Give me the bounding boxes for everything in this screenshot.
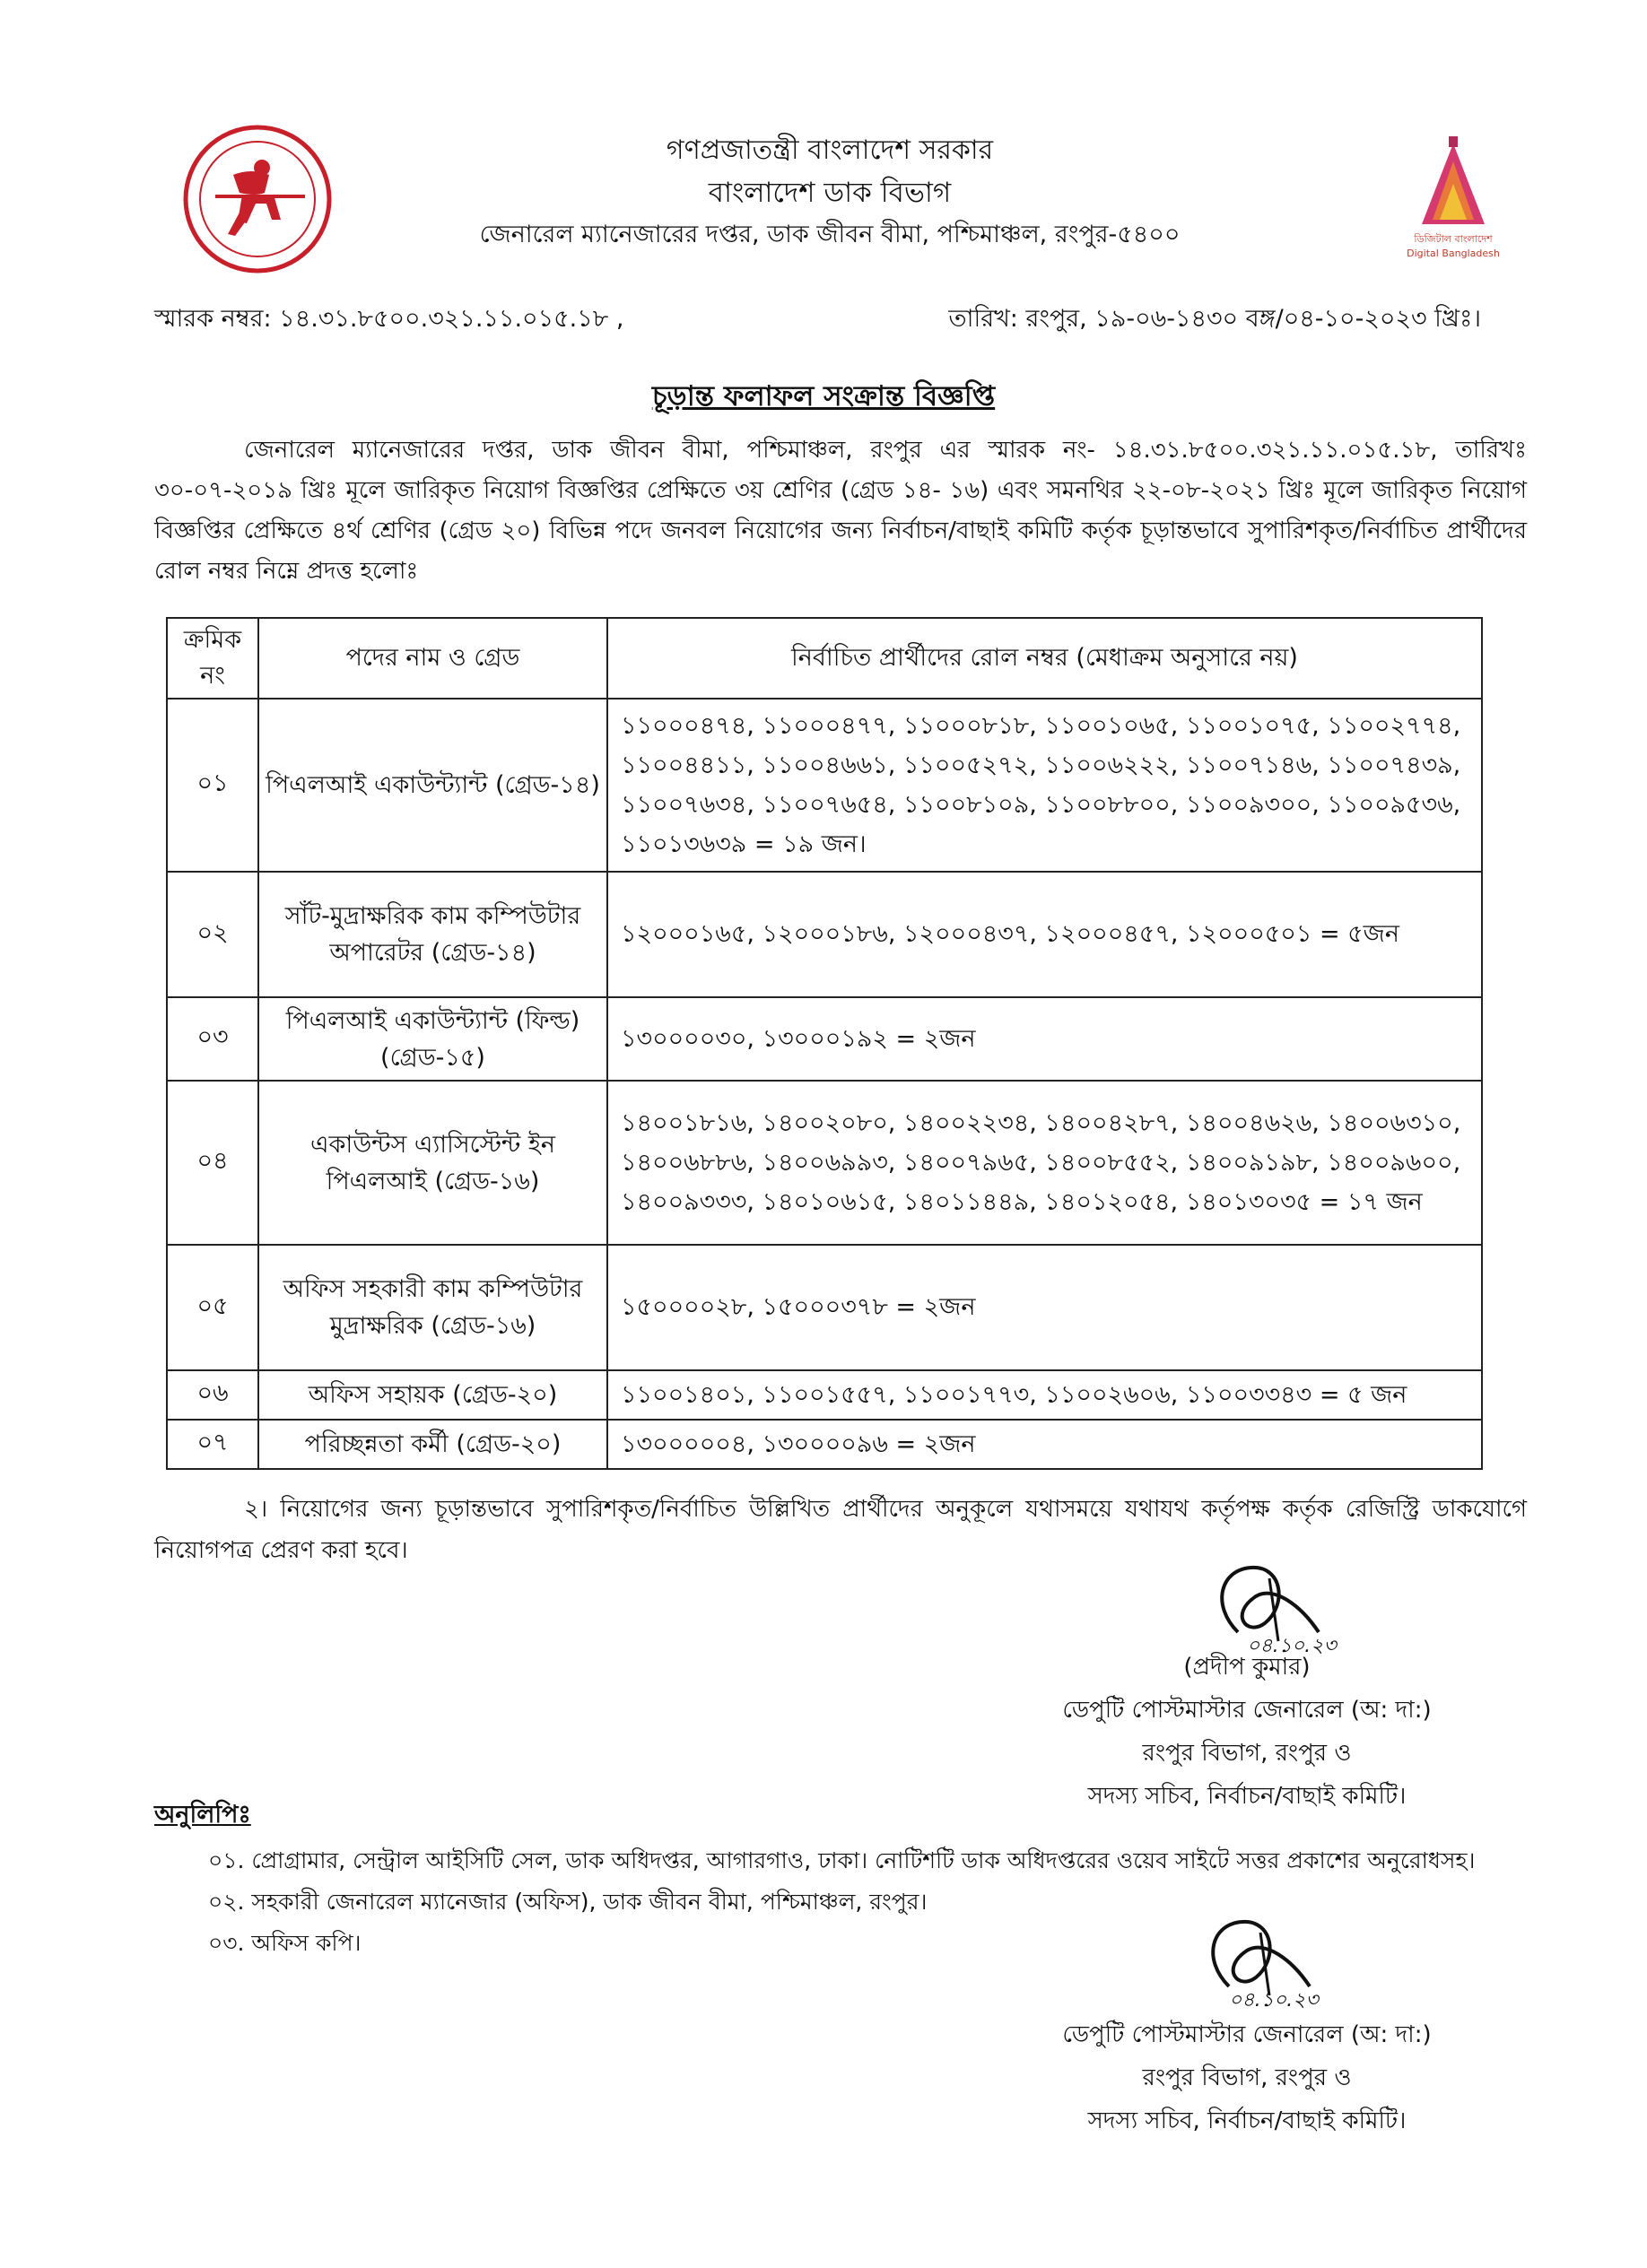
table-row <box>167 1081 1482 1245</box>
table-row <box>167 997 1482 1081</box>
issue-date: তারিখ: রংপুর, ১৯-০৬-১৪৩০ বঙ্গ/০৪-১০-২০২৩ খ্রিঃ। <box>948 305 1481 333</box>
row-post: অফিস সহায়ক (গ্রেড-২০) <box>258 1370 607 1420</box>
signature-1-date: ০৪.১০.২৩ <box>1247 1635 1337 1657</box>
table-row <box>167 1245 1482 1370</box>
row-rolls: ১১০০০৪৭৪, ১১০০০৪৭৭, ১১০০০৮১৮, ১১০০১০৬৫, ১১০০১০৭৫, ১১০০২৭৭৪, ১১০০৪৪১১, ১১০০৪৬৬১, ১১০০৫২৭২, ১১০০৬২২২, ১১০০৭১৪৬, ১১০০৭৪৩৯, ১১০০৭৬৩৪, ১১০০৭৬৫৪, ১১০০৮১০৯, ১১০০৮৮০০, ১১০০৯৩০০, ১১০০৯৫৩৬, ১১০১৩৬৩৯ = ১৯ জন। <box>607 699 1482 872</box>
signature-block-2 <box>1014 2013 1480 2142</box>
signature-1-scrawl <box>1184 1551 1364 1659</box>
header-serial: ক্রমিক নং <box>167 618 258 699</box>
copy-item: ০২. সহকারী জেনারেল ম্যানেজার (অফিস), ডাক জীবন বীমা, পশ্চিমাঞ্চল, রংপুর। <box>208 1889 928 1915</box>
row-rolls: ১১০০১৪০১, ১১০০১৫৫৭, ১১০০১৭৭৩, ১১০০২৬০৬, ১১০০৩৩৪৩ = ৫ জন <box>607 1370 1482 1420</box>
memo-number: স্মারক নম্বর: ১৪.৩১.৮৫০০.৩২১.১১.০১৫.১৮ , <box>154 305 624 333</box>
signatory-designation: ডেপুটি পোস্টমাস্টার জেনারেল (অ: দা:) <box>1062 1697 1432 1724</box>
department-name: বাংলাদেশ ডাক বিভাগ <box>708 177 952 209</box>
digital-bangladesh-logo <box>1377 135 1529 265</box>
copy-item: ০১. প্রোগ্রামার, সেন্ট্রাল আইসিটি সেল, ডাক অধিদপ্তর, আগারগাও, ঢাকা। নোটিশটি ডাক অধিদপ্তরের ওয়েব সাইটে সত্তর প্রকাশের অনুরোধসহ। <box>208 1847 1476 1873</box>
bangladesh-post-logo <box>179 121 336 278</box>
intro-paragraph <box>154 430 1527 592</box>
header-rolls: নির্বাচিত প্রার্থীদের রোল নম্বর (মেধাক্রম অনুসারে নয়) <box>607 618 1482 699</box>
row-rolls: ১৩০০০০০৪, ১৩০০০০৯৬ = ২জন <box>607 1420 1482 1469</box>
signature-2-scrawl <box>1175 1906 1355 2013</box>
signatory-role: সদস্য সচিব, নির্বাচন/বাছাই কমিটি। <box>1087 1783 1407 1810</box>
signatory-division: রংপুর বিভাগ, রংপুর ও <box>1142 1740 1352 1767</box>
paragraph-2-text: ২। নিয়োগের জন্য চূড়ান্তভাবে সুপারিশকৃত/নির্বাচিত উল্লিখিত প্রার্থীদের অনুকূলে যথাসময়ে যথাযথ কর্তৃপক্ষ কর্তৃক রেজিস্ট্রি ডাকযোগে নিয়োগপত্র প্রেরণ করা হবে। <box>154 1496 1527 1564</box>
row-post: পিএলআই একাউন্ট্যান্ট (গ্রেড-১৪) <box>258 699 607 872</box>
table-row <box>167 1370 1482 1420</box>
letterhead <box>404 130 1256 256</box>
row-post: পিএলআই একাউন্ট্যান্ট (ফিল্ড) (গ্রেড-১৫) <box>258 997 607 1081</box>
row-post: অফিস সহকারী কাম কম্পিউটার মুদ্রাক্ষরিক (গ্রেড-১৬) <box>258 1245 607 1370</box>
row-rolls: ১৪০০১৮১৬, ১৪০০২০৮০, ১৪০০২২৩৪, ১৪০০৪২৮৭, ১৪০০৪৬২৬, ১৪০০৬৩১০, ১৪০০৬৮৮৬, ১৪০০৬৯৯৩, ১৪০০৭৯৬৫, ১৪০০৮৫৫২, ১৪০০৯১৯৮, ১৪০০৯৬০০, ১৪০০৯৩৩৩, ১৪০১০৬১৫, ১৪০১১৪৪৯, ১৪০১২০৫৪, ১৪০১৩০৩৫ = ১৭ জন <box>607 1081 1482 1245</box>
row-rolls: ১২০০০১৬৫, ১২০০০১৮৬, ১২০০০৪৩৭, ১২০০০৪৫৭, ১২০০০৫০১ = ৫জন <box>607 872 1482 997</box>
row-serial: ০৫ <box>167 1245 258 1370</box>
row-serial: ০৩ <box>167 997 258 1081</box>
signatory-designation: ডেপুটি পোস্টমাস্টার জেনারেল (অ: দা:) <box>1062 2021 1432 2048</box>
copy-item: ০৩. অফিস কপি। <box>208 1930 362 1956</box>
signatory-role: সদস্য সচিব, নির্বাচন/বাছাই কমিটি। <box>1087 2107 1407 2134</box>
notice-title: চূড়ান্ত ফলাফল সংক্রান্ত বিজ্ঞপ্তি <box>651 380 996 413</box>
row-rolls: ১৫০০০০২৮, ১৫০০০৩৭৮ = ২জন <box>607 1245 1482 1370</box>
header-post: পদের নাম ও গ্রেড <box>258 618 607 699</box>
digital-bangladesh-en: Digital Bangladesh <box>1407 248 1500 259</box>
govt-name: গণপ্রজাতন্ত্রী বাংলাদেশ সরকার <box>666 135 994 166</box>
row-serial: ০৬ <box>167 1370 258 1420</box>
table-row <box>167 699 1482 872</box>
signature-block-1 <box>1014 1646 1480 1818</box>
results-table <box>166 617 1483 1470</box>
row-post: সাঁট-মুদ্রাক্ষরিক কাম কম্পিউটার অপারেটর (গ্রেড-১৪) <box>258 872 607 997</box>
digital-bangladesh-bn: ডিজিটাল বাংলাদেশ <box>1414 233 1493 245</box>
row-rolls: ১৩০০০০৩০, ১৩০০০১৯২ = ২জন <box>607 997 1482 1081</box>
table-row <box>167 1420 1482 1469</box>
row-serial: ০৭ <box>167 1420 258 1469</box>
table-row <box>167 872 1482 997</box>
row-serial: ০৪ <box>167 1081 258 1245</box>
row-serial: ০২ <box>167 872 258 997</box>
signatory-name: (প্রদীপ কুমার) <box>1183 1654 1311 1681</box>
row-post: একাউন্টস এ্যাসিস্টেন্ট ইন পিএলআই (গ্রেড-১৬) <box>258 1081 607 1245</box>
signature-2-date: ০৪.১০.২৩ <box>1229 1989 1319 2012</box>
intro-text: জেনারেল ম্যানেজারের দপ্তর, ডাক জীবন বীমা, পশ্চিমাঞ্চল, রংপুর এর স্মারক নং- ১৪.৩১.৮৫০০.৩২১.১১.০১৫.১৮, তারিখঃ ৩০-০৭-২০১৯ খ্রিঃ মূলে জারিকৃত নিয়োগ বিজ্ঞপ্তির প্রেক্ষিতে ৩য় শ্রেণির (গ্রেড ১৪- ১৬) এবং সমনথির ২২-০৮-২০২১ খ্রিঃ মূলে জারিকৃত নিয়োগ বিজ্ঞপ্তির প্রেক্ষিতে ৪র্থ শ্রেণির (গ্রেড ২০) বিভিন্ন পদে জনবল নিয়োগের জন্য নির্বাচন/বাছাই কমিটি কর্তৃক চূড়ান্তভাবে সুপারিশকৃত/নির্বাচিত প্রার্থীদের রোল নম্বর নিম্নে প্রদত্ত হলোঃ <box>154 437 1527 585</box>
row-serial: ০১ <box>167 699 258 872</box>
copies-list <box>208 1840 1572 1964</box>
signatory-division: রংপুর বিভাগ, রংপুর ও <box>1142 2064 1352 2091</box>
row-post: পরিচ্ছন্নতা কর্মী (গ্রেড-২০) <box>258 1420 607 1469</box>
office-address: জেনারেল ম্যানেজারের দপ্তর, ডাক জীবন বীমা, পশ্চিমাঞ্চল, রংপুর-৫৪০০ <box>479 221 1181 248</box>
copies-title: অনুলিপিঃ <box>154 1801 251 1829</box>
table-header-row <box>167 618 1482 699</box>
